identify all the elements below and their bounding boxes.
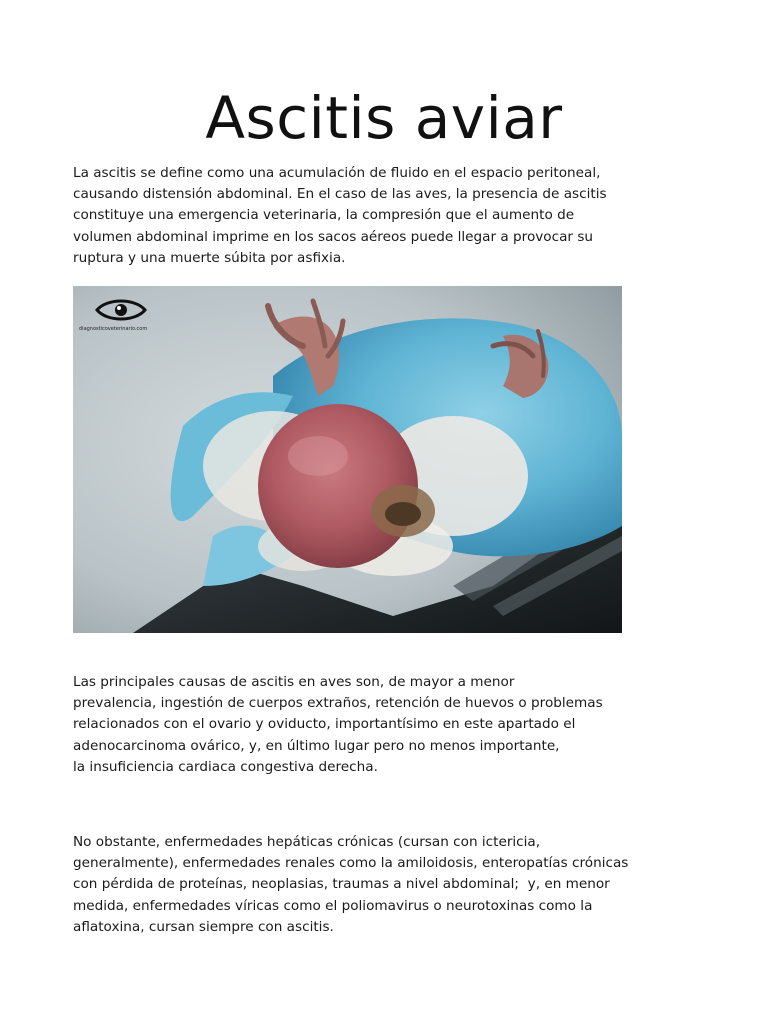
paragraph-line: con pérdida de proteínas, neoplasias, traumas a nivel abdominal; y, en menor [73, 876, 610, 893]
page-title: Ascitis aviar [205, 84, 563, 152]
paragraph-line: Las principales causas de ascitis en aves son, de mayor a menor [73, 674, 515, 690]
watermark-url: diagnosticoveterinario.com [79, 326, 148, 332]
paragraph-line: generalmente), enfermedades renales como la amiloidosis, enteropatías crónicas [73, 855, 629, 872]
paragraph-line: constituye una emergencia veterinaria, la compresión que el aumento de [73, 207, 575, 224]
paragraph-line: No obstante, enfermedades hepáticas crónicas (cursan con ictericia, [73, 834, 541, 850]
intro-paragraph [73, 163, 673, 269]
bird-ascites-photo [73, 286, 622, 633]
paragraph-line: prevalencia, ingestión de cuerpos extraños, retención de huevos o problemas [73, 695, 603, 712]
paragraph-line: volumen abdominal imprime en los sacos aéreos puede llegar a provocar su [73, 228, 594, 245]
other-causes-paragraph [73, 832, 673, 938]
paragraph-line: La ascitis se define como una acumulación de fluido en el espacio peritoneal, [73, 165, 601, 181]
paragraph-line: relacionados con el ovario y oviducto, importantísimo en este apartado el [73, 716, 576, 733]
paragraph-line: aflatoxina, cursan siempre con ascitis. [73, 918, 334, 935]
paragraph-line: adenocarcinoma ovárico, y, en último lugar pero no menos importante, [73, 737, 560, 754]
paragraph-line: ruptura y una muerte súbita por asfixia. [73, 249, 346, 266]
paragraph-line: medida, enfermedades víricas como el poliomavirus o neurotoxinas como la [73, 897, 593, 914]
paragraph-line: causando distensión abdominal. En el caso de las aves, la presencia de ascitis [73, 186, 607, 203]
paragraph-line: la insuficiencia cardiaca congestiva derecha. [73, 758, 378, 775]
causes-paragraph [73, 672, 673, 778]
photo-illustration [73, 286, 622, 633]
